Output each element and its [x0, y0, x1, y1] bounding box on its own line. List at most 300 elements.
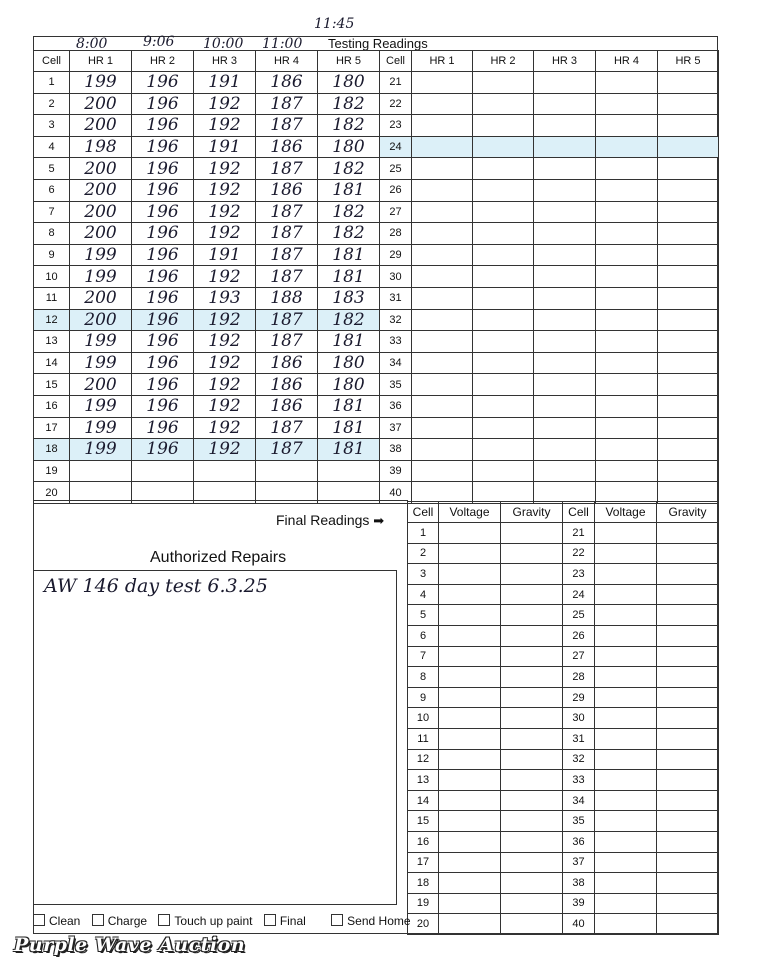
final-voltage[interactable]	[439, 625, 501, 646]
cell-number: 1	[34, 72, 70, 94]
final-gravity[interactable]	[501, 893, 563, 914]
checkbox-clean[interactable]	[33, 914, 80, 928]
reading-hr4[interactable]: 187	[256, 244, 318, 266]
reading-hr2-right[interactable]	[473, 115, 534, 137]
final-voltage-right[interactable]	[595, 811, 657, 832]
reading-hr1-right[interactable]	[412, 72, 473, 94]
reading-hr1-right[interactable]	[412, 395, 473, 417]
final-voltage[interactable]	[439, 770, 501, 791]
reading-hr5-right[interactable]	[658, 72, 719, 94]
reading-hr1[interactable]: 200	[70, 115, 132, 137]
checkbox-box[interactable]	[92, 914, 104, 926]
reading-hr3[interactable]: 191	[194, 136, 256, 158]
final-voltage[interactable]	[439, 790, 501, 811]
reading-hr2-right[interactable]	[473, 395, 534, 417]
reading-hr5-right[interactable]	[658, 460, 719, 482]
final-row	[408, 770, 719, 791]
reading-hr3[interactable]: 192	[194, 179, 256, 201]
reading-hr2-right[interactable]	[473, 244, 534, 266]
reading-hr4-right[interactable]	[596, 72, 658, 94]
reading-hr1[interactable]: 200	[70, 223, 132, 245]
reading-hr4-right[interactable]	[596, 417, 658, 439]
final-voltage[interactable]	[439, 605, 501, 626]
reading-hr1[interactable]: 200	[70, 287, 132, 309]
reading-hr3[interactable]: 192	[194, 352, 256, 374]
final-voltage-right[interactable]	[595, 728, 657, 749]
reading-hr4[interactable]: 187	[256, 115, 318, 137]
reading-hr3-right[interactable]	[534, 439, 596, 461]
reading-hr1[interactable]: 200	[70, 201, 132, 223]
reading-hr2[interactable]: 196	[132, 417, 194, 439]
final-row	[408, 584, 719, 605]
checkbox-box[interactable]	[33, 914, 45, 926]
reading-hr2-right[interactable]	[473, 201, 534, 223]
reading-hr1[interactable]: 200	[70, 309, 132, 331]
reading-hr3-right[interactable]	[534, 417, 596, 439]
reading-hr2-right[interactable]	[473, 179, 534, 201]
reading-hr4[interactable]: 187	[256, 158, 318, 180]
reading-hr4-right[interactable]	[596, 374, 658, 396]
reading-hr3-right[interactable]	[534, 201, 596, 223]
final-voltage[interactable]	[439, 543, 501, 564]
reading-hr5-right[interactable]	[658, 93, 719, 115]
reading-hr5-right[interactable]	[658, 223, 719, 245]
reading-hr2[interactable]: 196	[132, 72, 194, 94]
final-voltage-right[interactable]	[595, 749, 657, 770]
reading-hr1-right[interactable]	[412, 309, 473, 331]
reading-hr1-right[interactable]	[412, 439, 473, 461]
reading-hr4-right[interactable]	[596, 201, 658, 223]
cell-number-right: 36	[380, 395, 412, 417]
reading-hr2-right[interactable]	[473, 331, 534, 353]
reading-hr5[interactable]: 182	[318, 158, 380, 180]
reading-hr3-right[interactable]	[534, 352, 596, 374]
reading-hr1[interactable]: 199	[70, 244, 132, 266]
final-voltage-right[interactable]	[595, 770, 657, 791]
reading-hr5-right[interactable]	[658, 287, 719, 309]
reading-hr2-right[interactable]	[473, 460, 534, 482]
reading-hr1[interactable]	[70, 460, 132, 482]
reading-hr4-right[interactable]	[596, 287, 658, 309]
time-hr1: 8:00	[76, 36, 108, 52]
reading-hr2-right[interactable]	[473, 158, 534, 180]
final-gravity-right[interactable]	[657, 749, 719, 770]
final-voltage-right[interactable]	[595, 564, 657, 585]
checkbox-charge[interactable]	[92, 914, 147, 928]
final-gravity[interactable]	[501, 873, 563, 894]
final-gravity-right[interactable]	[657, 893, 719, 914]
reading-hr2-right[interactable]	[473, 72, 534, 94]
reading-hr3-right[interactable]	[534, 287, 596, 309]
reading-hr2[interactable]: 196	[132, 244, 194, 266]
final-voltage-right[interactable]	[595, 584, 657, 605]
reading-hr4[interactable]: 187	[256, 309, 318, 331]
reading-hr3[interactable]: 192	[194, 115, 256, 137]
final-gravity[interactable]	[501, 584, 563, 605]
reading-hr2-right[interactable]	[473, 136, 534, 158]
reading-hr4[interactable]: 186	[256, 136, 318, 158]
reading-hr2[interactable]: 196	[132, 136, 194, 158]
reading-hr4[interactable]: 187	[256, 201, 318, 223]
final-gravity-right[interactable]	[657, 667, 719, 688]
final-gravity[interactable]	[501, 770, 563, 791]
reading-hr3[interactable]: 193	[194, 287, 256, 309]
final-gravity-right[interactable]	[657, 605, 719, 626]
reading-hr1-right[interactable]	[412, 287, 473, 309]
reading-hr3[interactable]: 192	[194, 395, 256, 417]
final-gravity[interactable]	[501, 790, 563, 811]
reading-hr4[interactable]: 186	[256, 374, 318, 396]
reading-hr5[interactable]: 183	[318, 287, 380, 309]
reading-hr4-right[interactable]	[596, 352, 658, 374]
final-gravity-right[interactable]	[657, 831, 719, 852]
reading-hr5[interactable]	[318, 460, 380, 482]
final-gravity[interactable]	[501, 667, 563, 688]
reading-hr4[interactable]: 187	[256, 331, 318, 353]
final-gravity[interactable]	[501, 605, 563, 626]
reading-hr5-right[interactable]	[658, 136, 719, 158]
reading-hr5-right[interactable]	[658, 439, 719, 461]
reading-hr1-right[interactable]	[412, 93, 473, 115]
testing-row	[34, 72, 719, 94]
reading-hr5-right[interactable]	[658, 417, 719, 439]
reading-hr5-right[interactable]	[658, 352, 719, 374]
reading-hr5[interactable]: 181	[318, 439, 380, 461]
reading-hr2[interactable]: 196	[132, 309, 194, 331]
reading-hr3[interactable]: 192	[194, 93, 256, 115]
reading-hr3[interactable]: 192	[194, 223, 256, 245]
reading-hr1-right[interactable]	[412, 158, 473, 180]
reading-hr4[interactable]: 187	[256, 439, 318, 461]
checkbox-final[interactable]	[264, 914, 306, 928]
reading-hr2[interactable]: 196	[132, 93, 194, 115]
reading-hr2-right[interactable]	[473, 309, 534, 331]
reading-hr4-right[interactable]	[596, 115, 658, 137]
final-voltage[interactable]	[439, 708, 501, 729]
reading-hr2[interactable]: 196	[132, 201, 194, 223]
reading-hr2[interactable]: 196	[132, 395, 194, 417]
reading-hr2[interactable]: 196	[132, 374, 194, 396]
reading-hr2[interactable]: 196	[132, 331, 194, 353]
reading-hr4-right[interactable]	[596, 136, 658, 158]
reading-hr3-right[interactable]	[534, 158, 596, 180]
final-gravity[interactable]	[501, 728, 563, 749]
reading-hr3[interactable]: 192	[194, 331, 256, 353]
reading-hr1-right[interactable]	[412, 417, 473, 439]
reading-hr2-right[interactable]	[473, 287, 534, 309]
reading-hr5[interactable]: 182	[318, 201, 380, 223]
reading-hr3-right[interactable]	[534, 244, 596, 266]
reading-hr2[interactable]: 196	[132, 287, 194, 309]
reading-hr4[interactable]: 187	[256, 417, 318, 439]
final-voltage[interactable]	[439, 852, 501, 873]
reading-hr5[interactable]: 180	[318, 72, 380, 94]
reading-hr1[interactable]: 199	[70, 331, 132, 353]
final-gravity[interactable]	[501, 625, 563, 646]
final-voltage[interactable]	[439, 728, 501, 749]
reading-hr3[interactable]: 192	[194, 266, 256, 288]
final-voltage-right[interactable]	[595, 667, 657, 688]
reading-hr3[interactable]: 192	[194, 439, 256, 461]
reading-hr3-right[interactable]	[534, 331, 596, 353]
reading-hr1-right[interactable]	[412, 460, 473, 482]
checkbox-box[interactable]	[331, 914, 343, 926]
final-voltage[interactable]	[439, 811, 501, 832]
reading-hr5-right[interactable]	[658, 309, 719, 331]
reading-hr3[interactable]: 192	[194, 158, 256, 180]
final-gravity[interactable]	[501, 708, 563, 729]
final-gravity-right[interactable]	[657, 523, 719, 544]
final-voltage-right[interactable]	[595, 873, 657, 894]
reading-hr4[interactable]: 186	[256, 395, 318, 417]
final-gravity-right[interactable]	[657, 914, 719, 935]
checkbox-send-home[interactable]	[331, 914, 410, 928]
reading-hr1[interactable]: 200	[70, 93, 132, 115]
cell-number: 7	[34, 201, 70, 223]
final-voltage[interactable]	[439, 523, 501, 544]
final-voltage[interactable]	[439, 893, 501, 914]
reading-hr2[interactable]: 196	[132, 352, 194, 374]
reading-hr1-right[interactable]	[412, 136, 473, 158]
final-gravity[interactable]	[501, 811, 563, 832]
final-voltage-right[interactable]	[595, 852, 657, 873]
reading-hr4[interactable]: 186	[256, 179, 318, 201]
reading-hr2-right[interactable]	[473, 417, 534, 439]
reading-hr2-right[interactable]	[473, 93, 534, 115]
final-row	[408, 687, 719, 708]
final-gravity-right[interactable]	[657, 687, 719, 708]
reading-hr5[interactable]: 180	[318, 136, 380, 158]
checkbox-box[interactable]	[264, 914, 276, 926]
final-voltage-right[interactable]	[595, 523, 657, 544]
reading-hr4[interactable]: 186	[256, 352, 318, 374]
reading-hr3-right[interactable]	[534, 179, 596, 201]
final-gravity-right[interactable]	[657, 584, 719, 605]
reading-hr1[interactable]: 199	[70, 417, 132, 439]
final-gravity-right[interactable]	[657, 543, 719, 564]
reading-hr3-right[interactable]	[534, 136, 596, 158]
final-voltage[interactable]	[439, 914, 501, 935]
final-voltage-right[interactable]	[595, 543, 657, 564]
reading-hr5-right[interactable]	[658, 395, 719, 417]
final-voltage-right[interactable]	[595, 646, 657, 667]
final-gravity[interactable]	[501, 687, 563, 708]
reading-hr2[interactable]: 196	[132, 179, 194, 201]
reading-hr3-right[interactable]	[534, 374, 596, 396]
final-gravity[interactable]	[501, 646, 563, 667]
final-gravity-right[interactable]	[657, 708, 719, 729]
reading-hr4-right[interactable]	[596, 395, 658, 417]
reading-hr3-right[interactable]	[534, 223, 596, 245]
reading-hr4[interactable]: 186	[256, 72, 318, 94]
reading-hr5[interactable]: 180	[318, 374, 380, 396]
final-header-voltage: Voltage	[439, 502, 501, 523]
final-voltage-right[interactable]	[595, 790, 657, 811]
final-gravity-right[interactable]	[657, 625, 719, 646]
reading-hr5[interactable]: 182	[318, 115, 380, 137]
reading-hr4-right[interactable]	[596, 158, 658, 180]
final-gravity-right[interactable]	[657, 873, 719, 894]
reading-hr5-right[interactable]	[658, 244, 719, 266]
reading-hr3-right[interactable]	[534, 93, 596, 115]
final-row	[408, 523, 719, 544]
reading-hr5[interactable]: 181	[318, 395, 380, 417]
final-gravity[interactable]	[501, 914, 563, 935]
reading-hr1[interactable]: 199	[70, 266, 132, 288]
reading-hr4[interactable]	[256, 460, 318, 482]
final-gravity[interactable]	[501, 852, 563, 873]
reading-hr2[interactable]	[132, 460, 194, 482]
final-row	[408, 749, 719, 770]
reading-hr4-right[interactable]	[596, 179, 658, 201]
reading-hr2-right[interactable]	[473, 223, 534, 245]
final-gravity[interactable]	[501, 831, 563, 852]
reading-hr1[interactable]: 200	[70, 179, 132, 201]
final-voltage[interactable]	[439, 749, 501, 770]
reading-hr3-right[interactable]	[534, 460, 596, 482]
reading-hr5[interactable]: 181	[318, 179, 380, 201]
reading-hr5[interactable]: 182	[318, 309, 380, 331]
reading-hr3[interactable]: 192	[194, 417, 256, 439]
final-gravity[interactable]	[501, 523, 563, 544]
reading-hr1-right[interactable]	[412, 201, 473, 223]
final-voltage[interactable]	[439, 687, 501, 708]
final-gravity[interactable]	[501, 749, 563, 770]
reading-hr1[interactable]: 198	[70, 136, 132, 158]
final-gravity[interactable]	[501, 564, 563, 585]
testing-row	[34, 439, 719, 461]
final-gravity-right[interactable]	[657, 790, 719, 811]
cell-number-right: 27	[380, 201, 412, 223]
reading-hr5[interactable]: 181	[318, 417, 380, 439]
reading-hr3[interactable]: 191	[194, 244, 256, 266]
final-voltage-right[interactable]	[595, 605, 657, 626]
reading-hr4-right[interactable]	[596, 93, 658, 115]
final-gravity-right[interactable]	[657, 852, 719, 873]
cell-number: 3	[34, 115, 70, 137]
reading-hr1[interactable]: 199	[70, 395, 132, 417]
authorized-repairs-box[interactable]	[33, 570, 397, 905]
reading-hr1-right[interactable]	[412, 179, 473, 201]
reading-hr5-right[interactable]	[658, 179, 719, 201]
final-voltage[interactable]	[439, 831, 501, 852]
reading-hr5[interactable]: 182	[318, 223, 380, 245]
final-voltage[interactable]	[439, 646, 501, 667]
reading-hr3-right[interactable]	[534, 72, 596, 94]
reading-hr5-right[interactable]	[658, 158, 719, 180]
final-voltage-right[interactable]	[595, 893, 657, 914]
final-cell-number: 17	[408, 852, 439, 873]
final-voltage[interactable]	[439, 667, 501, 688]
reading-hr5[interactable]: 181	[318, 244, 380, 266]
final-cell-number: 20	[408, 914, 439, 935]
reading-hr5[interactable]: 181	[318, 331, 380, 353]
final-voltage-right[interactable]	[595, 625, 657, 646]
reading-hr2[interactable]: 196	[132, 266, 194, 288]
reading-hr4-right[interactable]	[596, 309, 658, 331]
final-gravity-right[interactable]	[657, 564, 719, 585]
reading-hr2[interactable]: 196	[132, 158, 194, 180]
final-gravity-right[interactable]	[657, 770, 719, 791]
reading-hr4-right[interactable]	[596, 439, 658, 461]
reading-hr1-right[interactable]	[412, 374, 473, 396]
reading-hr5-right[interactable]	[658, 374, 719, 396]
reading-hr1-right[interactable]	[412, 352, 473, 374]
reading-hr5-right[interactable]	[658, 266, 719, 288]
reading-hr3[interactable]: 192	[194, 201, 256, 223]
reading-hr4[interactable]: 188	[256, 287, 318, 309]
reading-hr1[interactable]: 199	[70, 352, 132, 374]
reading-hr2-right[interactable]	[473, 374, 534, 396]
reading-hr3-right[interactable]	[534, 395, 596, 417]
reading-hr1-right[interactable]	[412, 331, 473, 353]
final-gravity-right[interactable]	[657, 646, 719, 667]
reading-hr2-right[interactable]	[473, 352, 534, 374]
checkbox-box[interactable]	[158, 914, 170, 926]
reading-hr5[interactable]: 180	[318, 352, 380, 374]
reading-hr1-right[interactable]	[412, 266, 473, 288]
reading-hr3[interactable]: 191	[194, 72, 256, 94]
cell-number: 9	[34, 244, 70, 266]
reading-hr2-right[interactable]	[473, 266, 534, 288]
final-gravity[interactable]	[501, 543, 563, 564]
reading-hr4-right[interactable]	[596, 244, 658, 266]
reading-hr5-right[interactable]	[658, 331, 719, 353]
reading-hr5[interactable]: 181	[318, 266, 380, 288]
reading-hr1[interactable]: 199	[70, 439, 132, 461]
final-voltage[interactable]	[439, 564, 501, 585]
final-cell-number: 2	[408, 543, 439, 564]
final-voltage[interactable]	[439, 873, 501, 894]
reading-hr1[interactable]: 199	[70, 72, 132, 94]
reading-hr4-right[interactable]	[596, 266, 658, 288]
reading-hr3[interactable]: 192	[194, 374, 256, 396]
final-gravity-right[interactable]	[657, 728, 719, 749]
reading-hr2[interactable]: 196	[132, 115, 194, 137]
reading-hr2-right[interactable]	[473, 439, 534, 461]
reading-hr1-right[interactable]	[412, 223, 473, 245]
reading-hr4[interactable]: 187	[256, 93, 318, 115]
reading-hr1-right[interactable]	[412, 244, 473, 266]
final-voltage-right[interactable]	[595, 914, 657, 935]
reading-hr3-right[interactable]	[534, 115, 596, 137]
reading-hr4-right[interactable]	[596, 460, 658, 482]
reading-hr3-right[interactable]	[534, 309, 596, 331]
reading-hr3[interactable]	[194, 460, 256, 482]
final-voltage-right[interactable]	[595, 687, 657, 708]
reading-hr5-right[interactable]	[658, 201, 719, 223]
final-cell-number-right: 25	[563, 605, 595, 626]
reading-hr1[interactable]: 200	[70, 374, 132, 396]
reading-hr2[interactable]: 196	[132, 439, 194, 461]
reading-hr1[interactable]: 200	[70, 158, 132, 180]
final-voltage[interactable]	[439, 584, 501, 605]
reading-hr5-right[interactable]	[658, 115, 719, 137]
reading-hr3-right[interactable]	[534, 266, 596, 288]
final-voltage-right[interactable]	[595, 708, 657, 729]
reading-hr4-right[interactable]	[596, 331, 658, 353]
reading-hr2[interactable]: 196	[132, 223, 194, 245]
reading-hr1-right[interactable]	[412, 115, 473, 137]
final-gravity-right[interactable]	[657, 811, 719, 832]
checkbox-touch-up-paint[interactable]	[158, 914, 252, 928]
reading-hr4[interactable]: 187	[256, 223, 318, 245]
reading-hr4-right[interactable]	[596, 223, 658, 245]
reading-hr4[interactable]: 187	[256, 266, 318, 288]
reading-hr3[interactable]: 192	[194, 309, 256, 331]
final-voltage-right[interactable]	[595, 831, 657, 852]
reading-hr5[interactable]: 182	[318, 93, 380, 115]
